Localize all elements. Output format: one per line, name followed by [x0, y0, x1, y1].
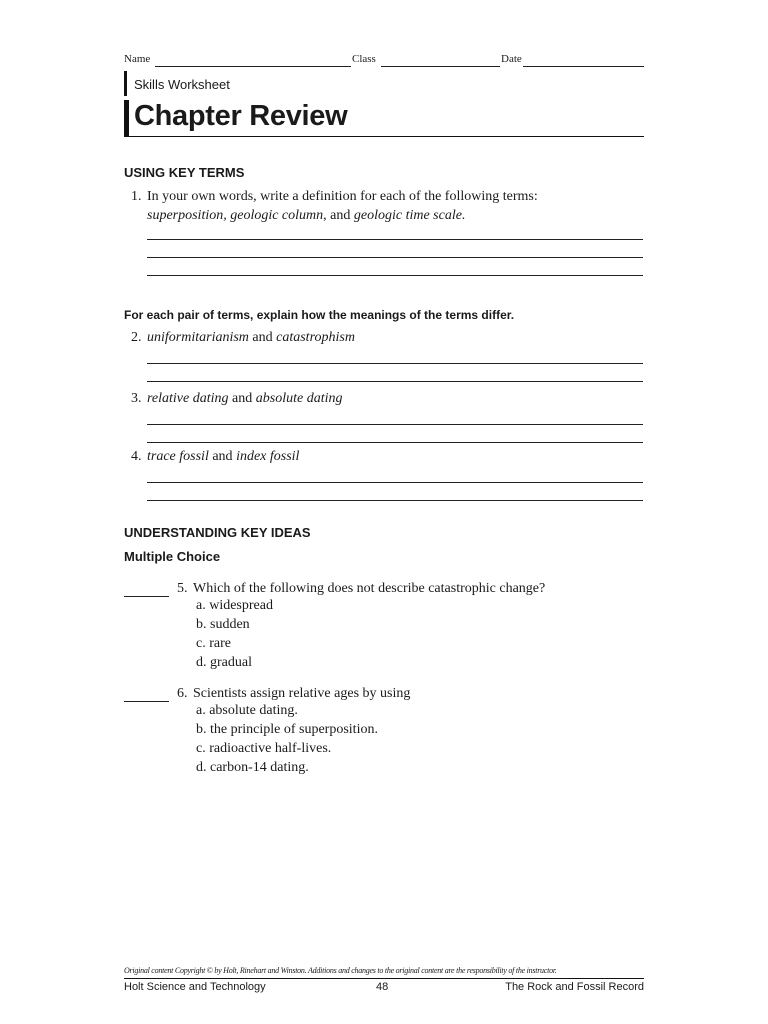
question-6-option-a: a. absolute dating. [196, 703, 298, 718]
date-field[interactable] [523, 66, 644, 67]
title-bar [124, 100, 129, 137]
student-info-header [124, 53, 644, 69]
question-5-option-d: d. gradual [196, 655, 252, 670]
question-6-number: 6. [177, 686, 188, 701]
answer-blank-5[interactable] [124, 596, 169, 597]
section-heading-key-terms: USING KEY TERMS [124, 165, 245, 180]
question-1-term1: superposition, geologic column [147, 208, 324, 223]
question-5-number: 5. [177, 581, 188, 596]
question-1-number: 1. [131, 189, 142, 204]
date-label: Date [501, 53, 522, 65]
footer-chapter-title: The Rock and Fossil Record [505, 981, 644, 993]
footer-book-title: Holt Science and Technology [124, 981, 266, 993]
question-3-and: and [228, 391, 256, 406]
question-3-number: 3. [131, 391, 142, 406]
copyright-notice: Original content Copyright © by Holt, Rinehart and Winston. Additions and changes to the original content are the responsibility of the instructor. [124, 966, 557, 975]
question-2-text [147, 328, 355, 347]
question-3-term-a: relative dating [147, 391, 229, 406]
answer-line-1b[interactable] [147, 257, 643, 258]
title-rule [124, 136, 644, 137]
question-4-and: and [208, 449, 237, 464]
question-6-text: Scientists assign relative ages by using [193, 686, 411, 701]
question-1-join1: , and [323, 208, 354, 223]
question-5-option-a: a. widespread [196, 598, 273, 613]
answer-line-3b[interactable] [147, 442, 643, 443]
question-2-term-a: uniformitarianism [147, 330, 249, 345]
question-6-option-c: c. radioactive half-lives. [196, 741, 332, 756]
footer-page-number: 48 [376, 981, 389, 993]
question-1-text [147, 187, 647, 225]
question-1-line1: In your own words, write a definition for each of the following terms: [147, 189, 538, 204]
question-6-option-d: d. carbon-14 dating. [196, 760, 309, 775]
question-6-option-b: b. the principle of superposition. [196, 722, 378, 737]
question-5-option-c: c. rare [196, 636, 231, 651]
answer-blank-6[interactable] [124, 701, 169, 702]
name-field[interactable] [155, 66, 351, 67]
question-1-term2: geologic time scale. [353, 208, 466, 223]
name-label: Name [124, 53, 151, 65]
worksheet-kicker: Skills Worksheet [134, 77, 230, 92]
answer-line-4a[interactable] [147, 482, 643, 483]
question-5-option-b: b. sudden [196, 617, 250, 632]
answer-line-4b[interactable] [147, 500, 643, 501]
question-5-text: Which of the following does not describe catastrophic change? [193, 581, 546, 596]
question-2-number: 2. [131, 330, 142, 345]
class-field[interactable] [381, 66, 500, 67]
section-heading-key-ideas: UNDERSTANDING KEY IDEAS [124, 525, 311, 540]
answer-line-1c[interactable] [147, 275, 643, 276]
question-2-and: and [248, 330, 277, 345]
question-4-number: 4. [131, 449, 142, 464]
answer-line-2a[interactable] [147, 363, 643, 364]
question-4-term-a: trace fossil [147, 449, 209, 464]
multiple-choice-subheading: Multiple Choice [124, 549, 221, 564]
class-label: Class [352, 53, 376, 65]
question-2-term-b: catastrophism [276, 330, 355, 345]
answer-line-3a[interactable] [147, 424, 643, 425]
answer-line-2b[interactable] [147, 381, 643, 382]
question-4-text [147, 447, 299, 466]
pair-instruction: For each pair of terms, explain how the meanings of the terms differ. [124, 308, 515, 322]
question-3-term-b: absolute dating [255, 391, 343, 406]
kicker-bar [124, 71, 127, 96]
footer-rule [124, 978, 644, 979]
question-4-term-b: index fossil [236, 449, 300, 464]
page-title: Chapter Review [134, 100, 348, 132]
question-3-text [147, 389, 342, 408]
answer-line-1a[interactable] [147, 239, 643, 240]
